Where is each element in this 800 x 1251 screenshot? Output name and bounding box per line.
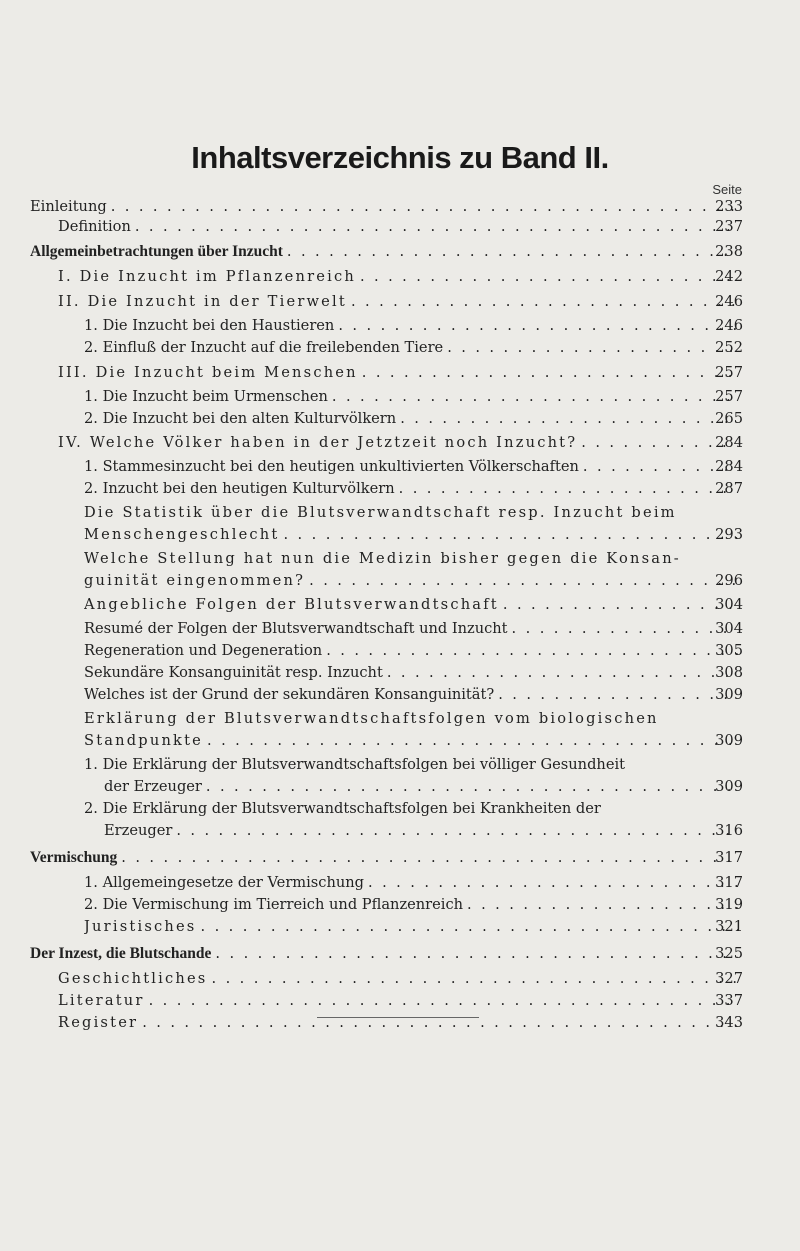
toc-entry-label: Erzeuger <box>104 821 176 841</box>
toc-entry-label: Allgemeinbetrachtungen über Inzucht <box>30 242 287 262</box>
toc-entry <box>0 873 800 893</box>
toc-entry-label: I. Die Inzucht im Pflanzenreich <box>58 267 360 287</box>
toc-entry-page-number: 319 <box>715 896 743 913</box>
toc-entry-page-number: 246 <box>715 293 743 310</box>
toc-entry-title <box>58 991 738 1011</box>
toc-entry-label: 2. Die Vermischung im Tierreich und Pflanzenreich <box>84 895 467 915</box>
toc-entry-label: III. Die Inzucht beim Menschen <box>58 363 362 383</box>
toc-entry-page-number: 327 <box>715 970 743 987</box>
toc-entry-label: der Erzeuger <box>104 777 206 797</box>
toc-entry-label: guinität eingenommen? <box>84 571 309 591</box>
toc-entry <box>0 338 800 358</box>
toc-entry-label: 2. Die Inzucht bei den alten Kulturvölkern <box>84 409 400 429</box>
toc-entry <box>0 292 800 312</box>
toc-entry-title <box>84 595 738 615</box>
toc-entry-page-number: 304 <box>715 596 743 613</box>
toc-entry-label: 1. Die Inzucht bei den Haustieren <box>84 316 338 336</box>
toc-entry <box>0 969 800 989</box>
toc-entry <box>0 387 800 407</box>
toc-entry-page-number: 242 <box>715 268 743 285</box>
toc-entry-label: Standpunkte <box>84 731 207 751</box>
toc-entry-title <box>84 549 738 569</box>
toc-entry-title <box>84 571 738 591</box>
toc-entry-label: 2. Die Erklärung der Blutsverwandtschaftsfolgen bei Krankheiten der <box>84 799 605 819</box>
toc-entry <box>0 525 800 545</box>
toc-entry-page-number: 316 <box>715 822 743 839</box>
divider-rule <box>317 1017 479 1018</box>
toc-entry-page-number: 317 <box>715 874 743 891</box>
toc-entry-title <box>58 292 738 312</box>
toc-entry-page-number: 293 <box>715 526 743 543</box>
toc-entry-page-number: 246 <box>715 317 743 334</box>
toc-entry-page-number: 252 <box>715 339 743 356</box>
toc-entry-label: Vermischung <box>30 848 121 868</box>
toc-entry-label: 2. Inzucht bei den heutigen Kulturvölkern <box>84 479 399 499</box>
toc-entry <box>0 503 800 523</box>
toc-entry-label: Einleitung <box>30 197 111 217</box>
toc-entry-title <box>84 409 738 429</box>
toc-entry-title <box>84 457 738 477</box>
toc-entry-label: Juristisches <box>84 917 201 937</box>
toc-entry-page-number: 337 <box>715 992 743 1009</box>
seite-column-label: Seite <box>712 182 742 197</box>
toc-entry <box>0 641 800 661</box>
toc-entry-label: Register <box>58 1013 142 1033</box>
toc-entry-label: Sekundäre Konsanguinität resp. Inzucht <box>84 663 387 683</box>
toc-entry-label: Der Inzest, die Blutschande <box>30 944 215 964</box>
toc-entry-title <box>84 525 738 545</box>
toc-entry <box>0 685 800 705</box>
toc-entry-title <box>84 619 738 639</box>
toc-entry <box>0 731 800 751</box>
toc-entry <box>0 549 800 569</box>
toc-entry <box>0 242 800 262</box>
toc-entry <box>0 433 800 453</box>
toc-entry-page-number: 233 <box>715 198 743 215</box>
toc-entry-page-number: 317 <box>715 849 743 866</box>
toc-entry <box>0 709 800 729</box>
toc-entry-label: 1. Die Inzucht beim Urmenschen <box>84 387 332 407</box>
toc-entry-page-number: 287 <box>715 480 743 497</box>
toc-entry-page-number: 305 <box>715 642 743 659</box>
toc-entry-title <box>84 685 738 705</box>
toc-entry-page-number: 343 <box>715 1014 743 1031</box>
toc-entry-page-number: 284 <box>715 458 743 475</box>
toc-entry-title <box>30 197 738 217</box>
toc-entry-title <box>84 479 738 499</box>
toc-entry-page-number: 325 <box>715 945 743 962</box>
toc-entry-title <box>84 709 738 729</box>
toc-entry-title <box>84 316 738 336</box>
toc-entry-page-number: 308 <box>715 664 743 681</box>
toc-entry-title <box>84 917 738 937</box>
toc-entry <box>0 363 800 383</box>
toc-entry-title <box>84 641 738 661</box>
toc-entry-page-number: 296 <box>715 572 743 589</box>
toc-entry-label: Die Statistik über die Blutsverwandtschaft resp. Inzucht beim <box>84 503 681 523</box>
toc-entry-page-number: 309 <box>715 778 743 795</box>
page-title: Inhaltsverzeichnis zu Band II. <box>191 140 609 175</box>
toc-entry-page-number: 309 <box>715 686 743 703</box>
toc-entry-label: Welches ist der Grund der sekundären Konsanguinität? <box>84 685 498 705</box>
toc-entry <box>0 595 800 615</box>
toc-entry-page-number: 238 <box>715 243 743 260</box>
toc-entry <box>0 217 800 237</box>
toc-entry <box>0 457 800 477</box>
toc-entry-label: Geschichtliches <box>58 969 212 989</box>
toc-entry-title <box>58 267 738 287</box>
toc-entry-label: Definition <box>58 217 135 237</box>
toc-entry-page-number: 257 <box>715 388 743 405</box>
toc-entry-label: 2. Einfluß der Inzucht auf die freilebenden Tiere <box>84 338 447 358</box>
toc-entry <box>0 619 800 639</box>
toc-entry <box>0 799 800 819</box>
toc-entry-title <box>84 799 738 819</box>
toc-entry <box>0 755 800 775</box>
toc-entry-page-number: 304 <box>715 620 743 637</box>
toc-entry-title <box>84 731 738 751</box>
toc-entry-title <box>84 503 738 523</box>
toc-entry-label: 1. Stammesinzucht bei den heutigen unkultivierten Völkerschaften <box>84 457 583 477</box>
toc-entry <box>0 1013 800 1033</box>
toc-entry <box>0 479 800 499</box>
toc-entry-label: IV. Welche Völker haben in der Jetztzeit noch Inzucht? <box>58 433 581 453</box>
toc-entry <box>0 663 800 683</box>
toc-entry <box>0 821 800 841</box>
toc-entry-page-number: 265 <box>715 410 743 427</box>
toc-entry-title <box>58 433 738 453</box>
toc-entry-title <box>84 387 738 407</box>
toc-entry-title <box>84 873 738 893</box>
toc-entry <box>0 316 800 336</box>
toc-entry-title <box>58 969 738 989</box>
toc-entry-label: II. Die Inzucht in der Tierwelt <box>58 292 351 312</box>
toc-entry-page-number: 257 <box>715 364 743 381</box>
toc-entry-label: Welche Stellung hat nun die Medizin bisher gegen die Konsan- <box>84 549 685 569</box>
toc-entry-title <box>58 217 738 237</box>
toc-entry-title <box>58 363 738 383</box>
toc-entry-title <box>104 777 738 797</box>
toc-entry <box>0 991 800 1011</box>
toc-entry-page-number: 321 <box>715 918 743 935</box>
toc-entry-label: Angebliche Folgen der Blutsverwandtschaft <box>84 595 503 615</box>
toc-entry-title <box>84 895 738 915</box>
toc-entry <box>0 917 800 937</box>
toc-entry <box>0 895 800 915</box>
toc-entry-title <box>58 1013 738 1033</box>
toc-entry <box>0 267 800 287</box>
toc-entry-label: Regeneration und Degeneration <box>84 641 326 661</box>
toc-entry-title <box>30 242 738 262</box>
toc-entry-label: 1. Die Erklärung der Blutsverwandtschaftsfolgen bei völliger Gesundheit <box>84 755 629 775</box>
toc-entry-label: 1. Allgemeingesetze der Vermischung <box>84 873 368 893</box>
toc-entry <box>0 571 800 591</box>
toc-entry-title <box>30 848 738 868</box>
toc-entry-title <box>84 755 738 775</box>
toc-entry-title <box>84 663 738 683</box>
toc-entry-page-number: 309 <box>715 732 743 749</box>
toc-entry-title <box>84 338 738 358</box>
toc-entry-label: Literatur <box>58 991 149 1011</box>
toc-entry <box>0 777 800 797</box>
toc-entry <box>0 944 800 964</box>
toc-entry-title <box>104 821 738 841</box>
toc-entry-label: Menschengeschlecht <box>84 525 283 545</box>
toc-entry-label: Resumé der Folgen der Blutsverwandtschaft und Inzucht <box>84 619 512 639</box>
toc-entry <box>0 848 800 868</box>
toc-entry-title <box>30 944 738 964</box>
toc-entry <box>0 409 800 429</box>
toc-entry-page-number: 284 <box>715 434 743 451</box>
toc-entry-label: Erklärung der Blutsverwandtschaftsfolgen vom biologischen <box>84 709 663 729</box>
toc-entry-page-number: 237 <box>715 218 743 235</box>
toc-entry <box>0 197 800 217</box>
